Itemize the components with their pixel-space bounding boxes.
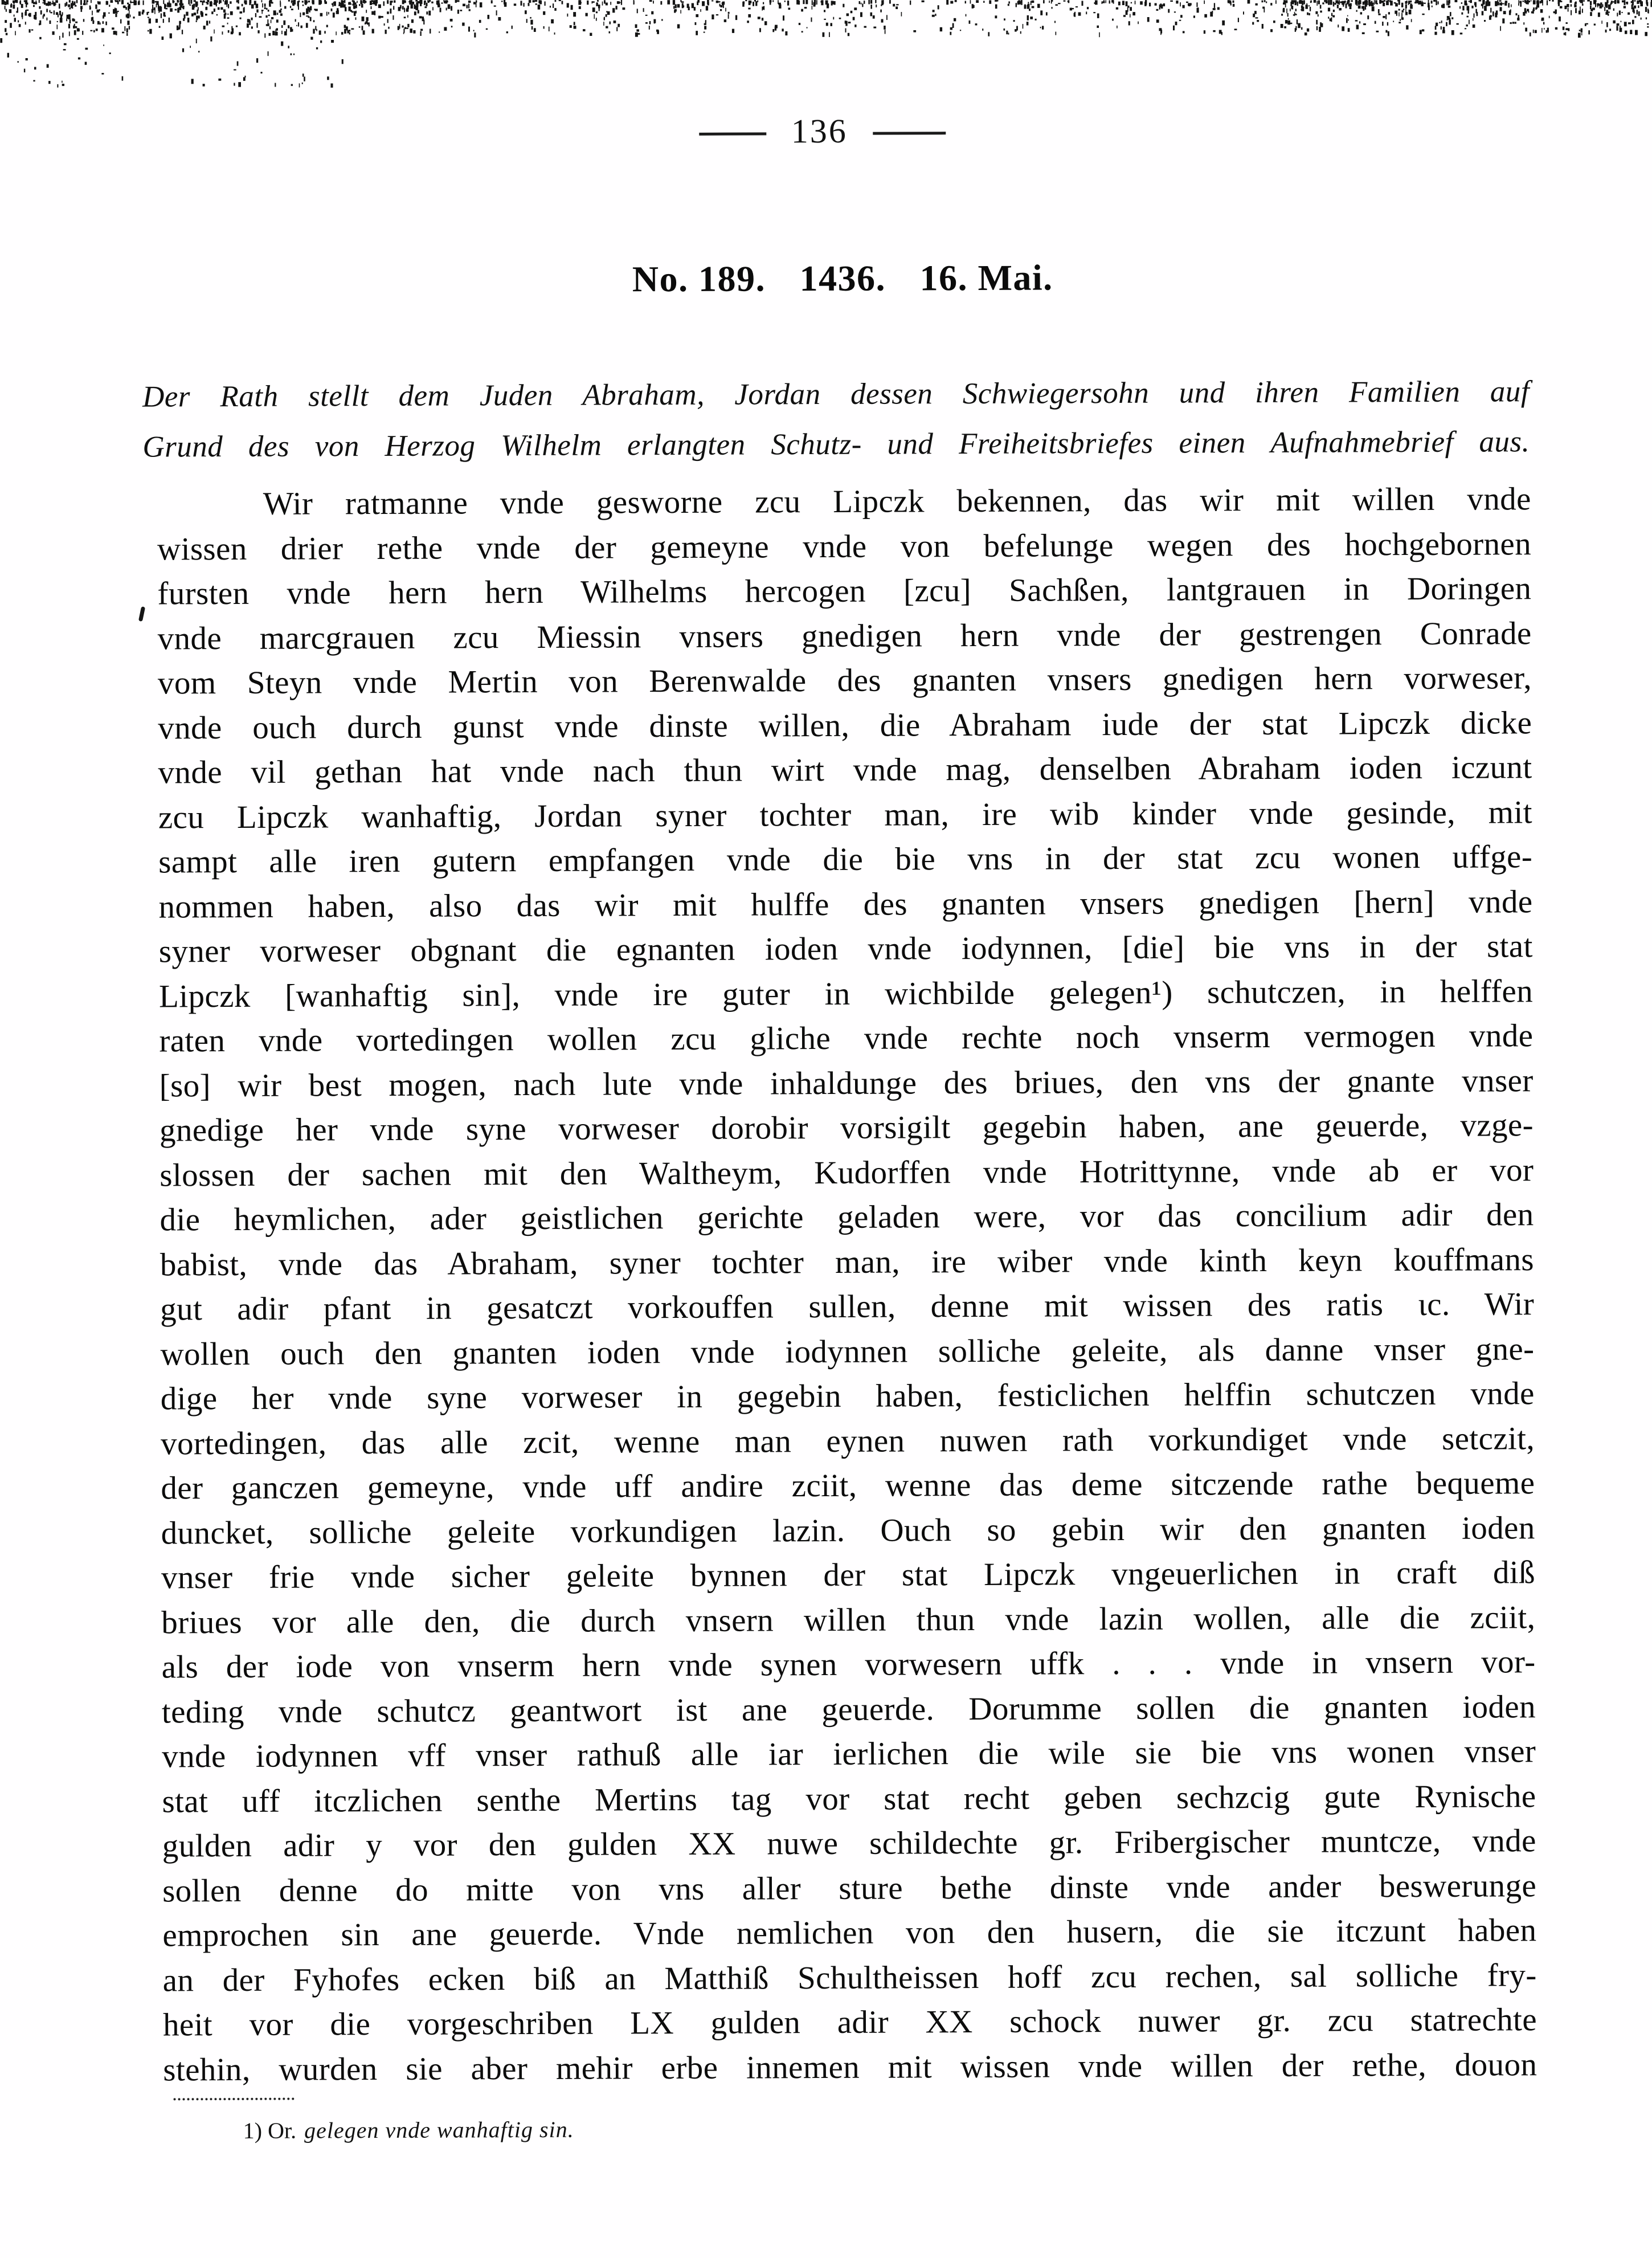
body-line: sampt alle iren gutern empfangen vnde die bie vns in der stat zcu wonen uffge- [158,839,1533,880]
body-line: die heymlichen, ader geistlichen gerichte geladen were, vor das concilium adir den [160,1197,1534,1238]
body-line: babist, vnde das Abraham, syner tochter man, ire wiber vnde kinth keyn kouffmans [160,1241,1535,1283]
body-line: Lipczk [wanhaftig sin], vnde ire guter in wichbilde gelegen¹) schutczen, in helffen [158,973,1534,1014]
body-line: wollen ouch den gnanten ioden vnde iodynnen solliche geleite, als danne vnser gne- [160,1330,1535,1372]
body-line: vnde marcgrauen zcu Miessin vnsers gnedigen hern vnde der gestrengen Conrade [157,615,1532,656]
body-line: syner vorweser obgnant die egnanten ioden vnde iodynnen, [die] bie vns in der stat [158,928,1533,970]
footnote-prefix: Or. [267,2117,297,2143]
summary-line: Der Rath stellt dem Juden Abraham, Jordan dessen Schwiegersohn und ihren Familien auf [142,375,1530,414]
body-line: gut adir pfant in gesatczt vorkouffen sullen, denne mit wissen des ratis ɩc. Wir [160,1286,1535,1328]
body-line: an der Fyhofes ecken biß an Matthiß Schultheissen hoff zcu rechen, sal solliche fry- [162,1957,1537,1998]
summary-regest [142,366,1530,472]
ink-speck [138,606,145,622]
record-heading [156,255,1529,302]
body-line: heit vor die vorgeschriben LX gulden adir XX schock nuwer gr. zcu statrechte [162,2002,1537,2043]
body-line: nommen haben, also das wir mit hulffe des gnanten vnsers gnedigen [hern] vnde [158,883,1533,925]
body-line: der ganczen gemeyne, vnde uff andire zciit, wenne das deme sitczende rathe bequeme [161,1465,1535,1506]
footnote-text: gelegen vnde wanhaftig sin. [304,2116,574,2143]
body-line: sollen denne do mitte von vns aller sture bethe dinste vnde ander beswerunge [162,1867,1537,1909]
body-line: vnde ouch durch gunst vnde dinste willen, die Abraham iude der stat Lipczk dicke [158,704,1532,746]
record-date: 16. Mai. [919,257,1053,299]
body-line: emprochen sin ane geuerde. Vnde nemlichen von den husern, die sie itczunt haben [162,1912,1537,1954]
body-line: teding vnde schutcz geantwort ist ane geuerde. Dorumme sollen die gnanten ioden [161,1688,1536,1730]
body-line: vnser frie vnde sicher geleite bynnen der stat Lipczk vngeuerlichen in craft diß [161,1554,1536,1596]
page-number: 136 [791,112,848,150]
body-line: gulden adir y vor den gulden XX nuwe schildechte gr. Fribergischer muntcze, vnde [162,1823,1536,1864]
body-line: slossen der sachen mit den Waltheym, Kudorffen vnde Hotrittynne, vnde ab er vor [160,1152,1534,1193]
body-line: stat uff itczlichen senthe Mertins tag vor stat recht geben sechzcig gute Rynische [162,1778,1536,1819]
page-number-right-rule [873,132,946,134]
body-line: vortedingen, das alle zcit, wenne man eynen nuwen rath vorkundiget vnde setczit, [160,1420,1535,1461]
body-line: [so] wir best mogen, nach lute vnde inhaldunge des briues, den vns der gnante vnser [159,1062,1534,1104]
summary-line: Grund des von Herzog Wilhelm erlangten Schutz- und Freiheitsbriefes einen Aufnahmebrief aus. [142,425,1530,464]
body-line: Wir ratmanne vnde gesworne zcu Lipczk bekennen, das wir mit willen vnde [263,481,1531,522]
body-line: zcu Lipczk wanhaftig, Jordan syner tochter man, ire wib kinder vnde gesinde, mit [158,794,1532,835]
body-line: vnde vil gethan hat vnde nach thun wirt vnde mag, denselben Abraham ioden iczunt [158,749,1532,791]
footnote [243,2116,574,2145]
footnote-rule [174,2098,295,2101]
body-line: vnde iodynnen vff vnser rathuß alle iar ierlichen die wile sie bie vns wonen vnser [162,1733,1536,1775]
body-line: briues vor alle den, die durch vnsern willen thun vnde lazin wollen, alle die zciit, [161,1599,1536,1640]
body-line: wissen drier rethe vnde der gemeyne vnde von befelunge wegen des hochgebornen [157,525,1532,567]
body-line: duncket, solliche geleite vorkundigen lazin. Ouch so gebin wir den gnanten ioden [161,1509,1535,1551]
body-line: stehin, wurden sie aber mehir erbe innemen mit wissen vnde willen der rethe, douon [163,2046,1537,2088]
body-line: gnedige her vnde syne vorweser dorobir vorsigilt gegebin haben, ane geuerde, vzge- [159,1107,1534,1149]
body-line: fursten vnde hern hern Wilhelms hercogen [zcu] Sachßen, lantgrauen in Doringen [157,570,1532,612]
page-number-left-rule [699,132,766,135]
footnote-marker: 1) [243,2117,263,2143]
body-line: dige her vnde syne vorweser in gegebin haben, festiclichen helffin schutczen vnde [160,1375,1535,1417]
body-line: als der iode von vnserm hern vnde synen vorwesern uffk . . . vnde in vnsern vor- [161,1644,1536,1685]
page-number-row [0,108,1648,154]
body-line: vom Steyn vnde Mertin von Berenwalde des gnanten vnsers gnedigen hern vorweser, [157,660,1532,701]
body-paragraph [157,477,1537,2092]
record-number: No. 189. [632,258,766,300]
body-line: raten vnde vortedingen wollen zcu gliche vnde rechte noch vnserm vermogen vnde [159,1018,1534,1059]
record-year: 1436. [799,258,886,299]
